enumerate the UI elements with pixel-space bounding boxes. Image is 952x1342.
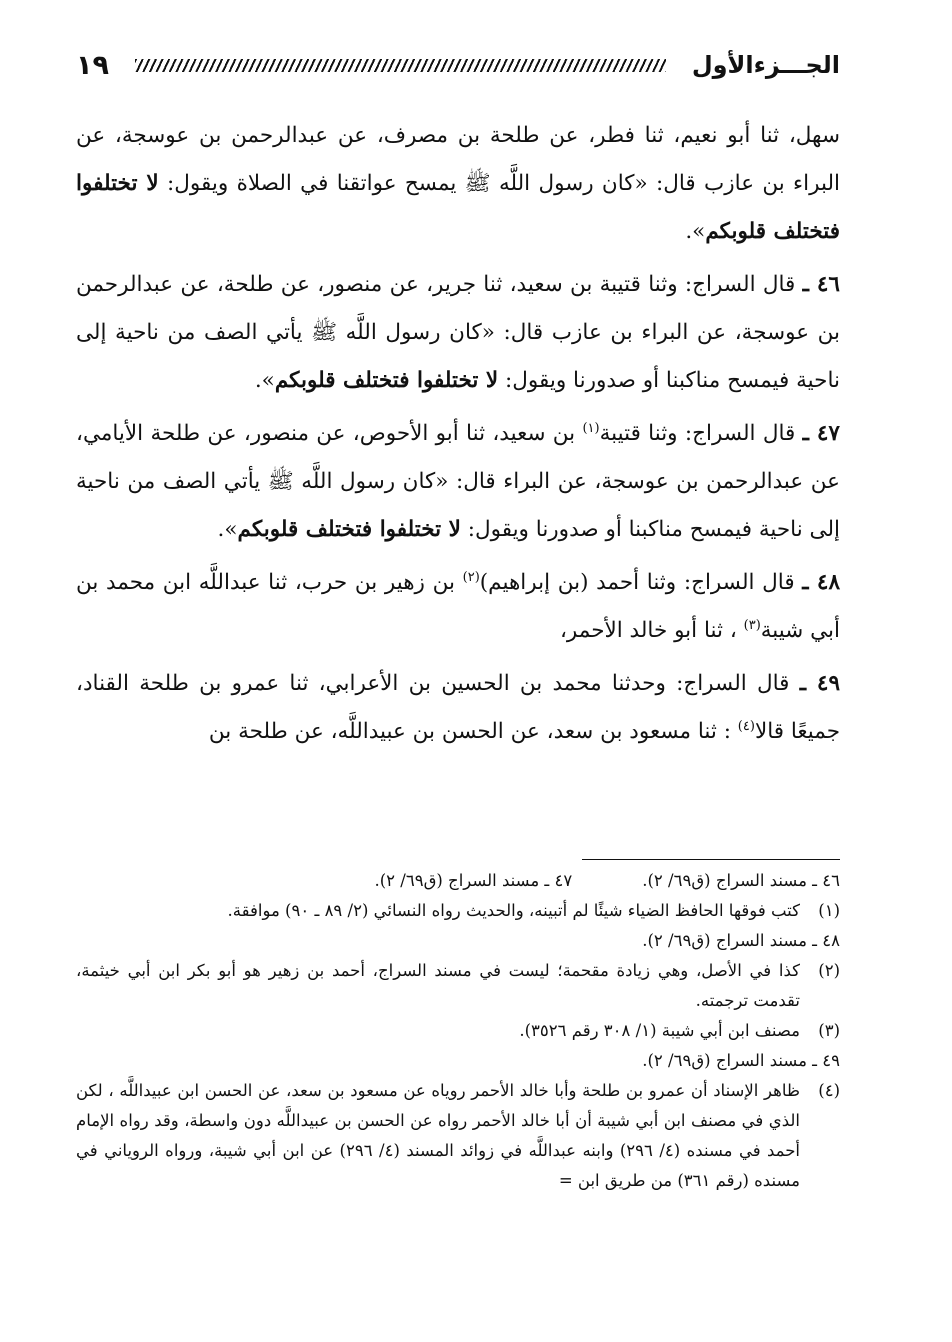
- page-header: [76, 40, 840, 90]
- hadith-number: ٤٦ ـ: [802, 272, 840, 297]
- footnote-ref[interactable]: (٣): [743, 617, 761, 633]
- source-note-47: ٤٧ ـ مسند السراج (ق٦٩/ ٢).: [374, 871, 573, 890]
- hadith-quote: لا تختلفوا فتختلف قلوبكم: [76, 171, 840, 244]
- hadith-number: ٤٧ ـ: [802, 421, 840, 446]
- source-note-48: ٤٨ ـ مسند السراج (ق٦٩/ ٢).: [642, 931, 840, 950]
- footnote-text: ظاهر الإسناد أن عمرو بن طلحة وأبا خالد الأحمر روياه عن مسعود بن سعد، عن الحسن ابن عبيداللَّه ، لكن الذي في مصنف ابن أبي شيبة أن أبا خالد الأحمر رواه عن الحسن بن عبيداللَّه دون واسطة، وقد رواه الإمام أحمد في مسنده (٤/ ٢٩٦) وابنه عبداللَّه في زوائد المسند (٤/ ٢٩٦) عن ابن أبي شيبة، ورواه الروياني في مسنده (رقم ٣٦١) من طريق ابن =: [76, 1081, 801, 1190]
- paragraph-text: ، ثنا أبو خالد الأحمر،: [559, 618, 737, 643]
- footnote-ref[interactable]: (٤): [737, 718, 755, 734]
- paragraph-text: قال السراج: وحدثنا محمد بن الحسين بن الأعرابي، ثنا عمرو بن طلحة القناد، جميعًا قالا: [76, 671, 840, 744]
- source-note-46: ٤٦ ـ مسند السراج (ق٦٩/ ٢).: [642, 871, 840, 890]
- source-note-49: ٤٩ ـ مسند السراج (ق٦٩/ ٢).: [642, 1051, 840, 1070]
- hadith-quote: لا تختلفوا فتختلف قلوبكم: [274, 368, 499, 393]
- footnote-4: [76, 1076, 840, 1196]
- page-number: ١٩: [76, 49, 109, 81]
- paragraph-text: بن سعيد، ثنا أبو الأحوص، عن منصور، عن طلحة الأيامي، عن عبدالرحمن بن عوسجة، عن البراء قال: «كان رسول اللَّه ﷺ يأتي الصف من ناحية إلى ناحية فيمسح مناكبنا أو صدورنا ويقول:: [76, 421, 840, 542]
- paragraph-text: : ثنا مسعود بن سعد، عن الحسن بن عبيداللَّه، عن طلحة بن: [208, 719, 731, 744]
- hadith-number: ٤٨ ـ: [802, 570, 840, 595]
- paragraph-end: ».: [254, 368, 275, 393]
- paragraph-text: قال السراج: وثنا قتيبة: [599, 421, 796, 446]
- footnotes: [76, 866, 840, 1196]
- source-row: [76, 866, 840, 896]
- footnote-ref[interactable]: (١): [582, 420, 600, 436]
- paragraph-end: ».: [217, 517, 238, 542]
- header-rule: [135, 59, 666, 72]
- hadith-47: [76, 410, 840, 554]
- footnote-label: (٢): [818, 961, 840, 980]
- footnote-label: (٣): [818, 1021, 840, 1040]
- footnote-label: (١): [818, 901, 840, 920]
- footnote-text: كتب فوقها الحافظ الضياء شيئًا لم أتبينه، والحديث رواه النسائي (٢/ ٨٩ ـ ٩٠) موافقة.: [227, 901, 800, 920]
- volume-title: الجـــزءالأول: [691, 51, 840, 79]
- footnote-2: [76, 956, 840, 1016]
- footnote-3: [76, 1016, 840, 1046]
- paragraph-text: بن زهير بن حرب، ثنا عبداللَّه ابن محمد بن أبي شيبة: [76, 570, 840, 643]
- paragraph-text: قال السراج: وثنا أحمد (بن إبراهيم): [479, 570, 795, 595]
- footnote-label: (٤): [818, 1081, 840, 1100]
- hadith-49: [76, 660, 840, 756]
- paragraph-text: قال السراج: وثنا قتيبة بن سعيد، ثنا جرير، عن منصور، عن طلحة، عن عبدالرحمن بن عوسجة، عن البراء بن عازب قال: «كان رسول اللَّه ﷺ يأتي الصف من ناحية إلى ناحية فيمسح مناكبنا أو صدورنا ويقول:: [76, 272, 840, 393]
- hadith-46: [76, 261, 840, 405]
- paragraph-text: سهل، ثنا أبو نعيم، ثنا فطر، عن طلحة بن مصرف، عن عبدالرحمن بن عوسجة، عن البراء بن عازب قال: «كان رسول اللَّه ﷺ يمسح عواتقنا في الصلاة ويقول:: [76, 123, 841, 196]
- footnote-1: [76, 896, 840, 926]
- paragraph-continuation: [76, 112, 840, 256]
- paragraph-end: ».: [685, 219, 706, 244]
- hadith-quote: لا تختلفوا فتختلف قلوبكم: [237, 517, 461, 542]
- main-text: [76, 112, 840, 761]
- footnote-separator: [582, 859, 840, 860]
- footnote-text: مصنف ابن أبي شيبة (١/ ٣٠٨ رقم ٣٥٢٦).: [519, 1021, 800, 1040]
- footnote-ref[interactable]: (٢): [462, 569, 480, 585]
- hadith-number: ٤٩ ـ: [799, 671, 840, 696]
- hadith-48: [76, 559, 840, 655]
- footnote-text: كذا في الأصل، وهي زيادة مقحمة؛ ليست في مسند السراج، أحمد بن زهير هو أبو بكر ابن أبي خيثمة، تقدمت ترجمته.: [76, 961, 800, 1010]
